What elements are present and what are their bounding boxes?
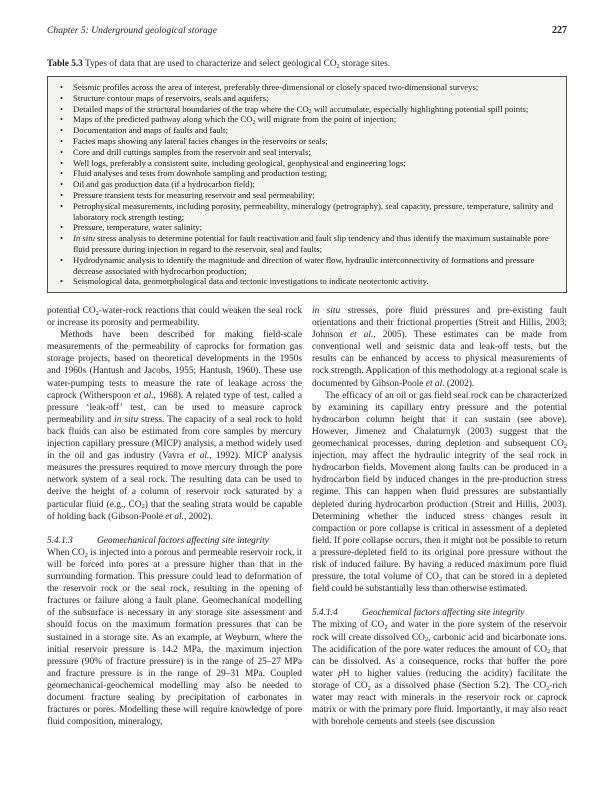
table-box-item: • In situ stress analysis to determine potential for fault reactivation and fault slip tendency and thus identify the maximum sustainable pore fluid pressure during injection in regard to the reservoir, seal and faults; [54,233,559,255]
table-box-item: • Seismological data, geomorphological data and tectonic investigations to indicate neotectonic activity. [54,276,559,287]
table-box-item: • Documentation and maps of faults and fault; [54,125,559,136]
table-box-item: • Pressure transient tests for measuring reservoir and seal permeability; [54,190,559,201]
section-heading [312,607,567,619]
table-caption [47,59,567,71]
table-box-item: • Facies maps showing any lateral facies changes in the reservoirs or seals; [54,136,559,147]
section-title: Geomechanical factors affecting site integrity [97,535,269,546]
body-paragraph: Methods have been described for making field-scale measurements of the permeability of caprocks for formation gas storage projects, based on theoretical developments in the 1950s and 1960s (Hantush and Jacobs, 1955; Hantush, 1960). These use water-pumping tests to measure the rate of leakage across the caprock (Witherspoon et al., 1968). A related type of test, called a pressure ‘leak-off’ test, can be used to measure caprock permeability and in situ stress. The capacity of a seal rock to hold back fluids can also be estimated from core samples by mercury injection capillary pressure (MICP) analysis, a method widely used in the oil and gas industry (Vavra et al., 1992). MICP analysis measures the pressures required to move mercury through the pore network system of a seal rock. The resulting data can be used to derive the height of a column of reservoir rock saturated by a particular fluid (e.g., $CO_2$) that the sealing strata would be capable of holding back (Gibson-Poole et al., 2002). [47,330,303,522]
table-box-item: • Fluid analyses and tests from downhole sampling and production testing; [54,168,559,179]
table-box-item: • Petrophysical measurements, including porosity, permeability, mineralogy (petrography), seal capacity, pressure, temperature, salinity and laboratory rock strength testing; [54,201,559,223]
table-caption-label: Table 5.3 [47,59,83,69]
body-paragraph: When $CO_2$ is injected into a porous and permeable reservoir rock, it will be forced into pores at a pressure higher than that in the surrounding formation. This pressure could lead to deformation of the reservoir rock or the seal rock, resulting in the opening of fractures or failure along a fault plane. Geomechanical modelling of the subsurface is necessary in any storage site assessment and should focus on the maximum formation pressures that can be sustained in a storage site. As an example, at Weyburn, where the initial reservoir pressure is 14.2 MPa, the maximum injection pressure (90% of fracture pressure) is in the range of 25–27 MPa and fracture pressure is in the range of 29–31 MPa. Coupled geomechanical-geochemical modelling may also be needed to document fracture sealing by precipitation of carbonates in fractures or pores. Modelling these will require knowledge of pore fluid composition, mineralogy, [47,547,302,728]
section-number: 5.4.1.3 [47,535,73,546]
table-box-item: • Core and drill cuttings samples from the reservoir and seal intervals; [54,147,559,158]
table-box-list [54,82,559,287]
body-paragraph: The efficacy of an oil or gas field seal rock can be characterized by examining its capillary entry pressure and the potential hydrocarbon column height that it can sustain (see above). However, Jimenez and Chalaturnyk (2003) suggest that the geomechanical processes, during depletion and subsequent $CO_2$ injection, may affect the hydraulic integrity of the seal rock in hydrocarbon fields. Movement along faults can be produced in a hydrocarbon field by induced changes in the pre-production stress regime. This can happen when fluid pressures are substantially depleted during hydrocarbon production (Streit and Hillis, 2003). Determining whether the induced stress changes result in compaction or pore collapse is critical in assessment of a depleted field. If pore collapse occurs, then it might not be possible to return a pressure-depleted field to its original pore pressure without the risk of induced failure. By having a reduced maximum pore fluid pressure, the total volume of $CO_2$ that can be stored in a depleted field could be substantially less than otherwise estimated. [312,390,567,595]
running-header-chapter-title: Chapter 5: Underground geological storage [47,25,217,36]
table-caption-text: Types of data that are used to characterize and select geological $CO_2$ storage sites. [82,59,391,70]
table-box-item: • Well logs, preferably a consistent suite, including geological, geophysical and engineering logs; [54,158,559,169]
body-paragraph: The mixing of $CO_2$ and water in the pore system of the reservoir rock will create dissolved $CO_2$, carbonic acid and bicarbonate ions. The acidification of the pore water reduces the amount of $CO_2$ that can be dissolved. As a consequence, rocks that buffer the pore water pH to higher values (reducing the acidity) facilitate the storage of $CO_2$ as a dissolved phase (Section 5.2). The $CO_2$-rich water may react with minerals in the reservoir rock or caprock matrix or with the primary pore fluid. Importantly, it may also react with borehole cements and steels (see discussion [312,620,568,728]
table-box-item: • Structure contour maps of reservoirs, seals and aquifers; [54,93,559,104]
left-column [47,305,302,728]
table-box-item: • Pressure, temperature, water salinity; [54,222,559,233]
section-number: 5.4.1.4 [312,608,338,619]
table-box-item: • Maps of the predicted pathway along which the $CO_2$ will migrate from the point of injection; [54,114,559,125]
table-box-item: • Hydrodynamic analysis to identify the magnitude and direction of water flow, hydraulic interconnectivity of formations and pressure decrease associated with hydrocarbon production; [54,255,559,277]
body-paragraph: in situ stresses, pore fluid pressures and pre-existing fault orientations and their frictional properties (Streit and Hillis, 2003; Johnson et al., 2005). These estimates can be made from conventional well and seismic data and leak-off tests, but the results can be enhanced by access to physical measurements of rock strength. Application of this methodology at a regional scale is documented by Gibson-Poole et al. (2002). [312,306,568,389]
right-column [312,305,567,728]
body-paragraph: potential $CO_2-water$-rock reactions that could weaken the seal rock or increase its porosity and permeability. [47,306,303,329]
section-title: Geochemical factors affecting site integrity [362,608,525,619]
section-heading [47,535,302,547]
body-columns [47,305,567,728]
table-box-item: • Oil and gas production data (if a hydrocarbon field); [54,179,559,190]
page-header [47,25,567,36]
table-box [47,76,567,293]
page-number: 227 [552,25,567,36]
table-box-item: • Seismic profiles across the area of interest, preferably three-dimensional or closely spaced two-dimensional surveys; [54,82,559,93]
table-box-item: • Detailed maps of the structural boundaries of the trap where the $CO_2$ will accumulate, especially highlighting potential spill points; [54,104,559,115]
